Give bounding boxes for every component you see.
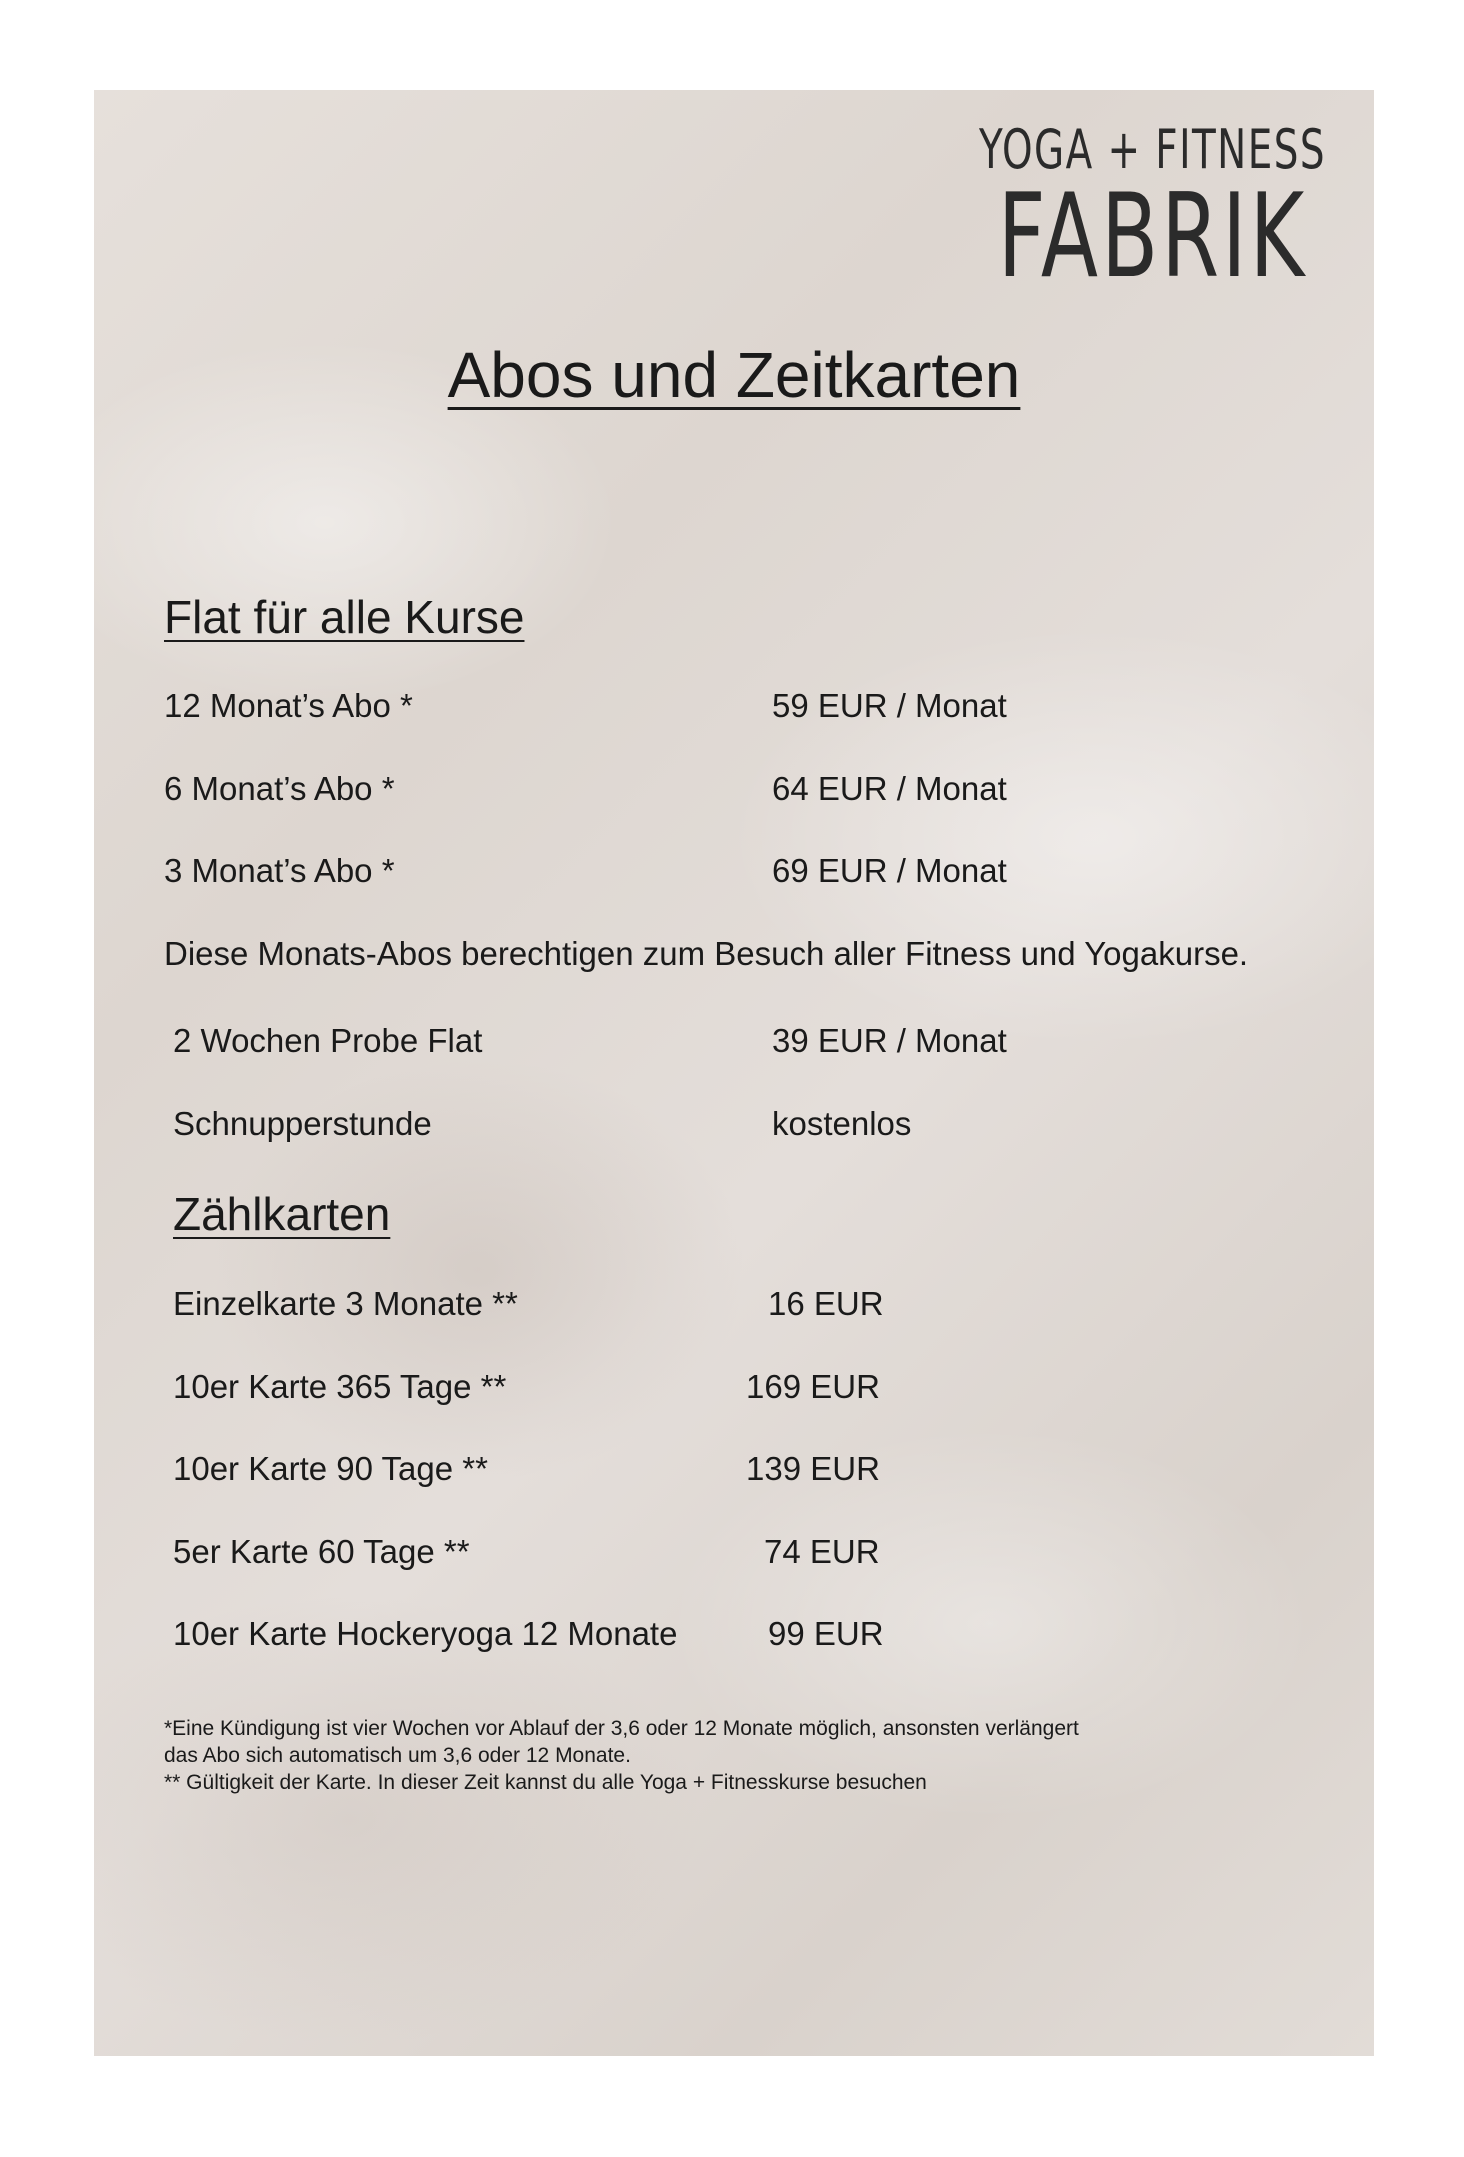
flat-extra-price: 39 EUR / Monat [772,1022,1007,1059]
footnote-line: *Eine Kündigung ist vier Wochen vor Ablauf der 3,6 oder 12 Monate möglich, ansonsten verlängert [164,1717,1079,1740]
flat-extra-price: kostenlos [772,1105,912,1142]
flat-item-label: 6 Monat’s Abo * [164,770,395,807]
zaehl-item-price: 99 EUR [768,1615,884,1652]
page-title-text: Abos und Zeitkarten [447,339,1021,411]
flat-item-price: 59 EUR / Monat [772,687,1007,724]
flat-item-price: 64 EUR / Monat [772,770,1007,807]
flat-item-price: 69 EUR / Monat [772,852,1007,889]
logo-top-line: YOGA + FITNESS [979,118,1326,181]
flat-extra-label: 2 Wochen Probe Flat [173,1022,483,1059]
price-sheet [94,90,1374,2056]
zaehl-item-label: 5er Karte 60 Tage ** [173,1533,470,1570]
footnote-line: das Abo sich automatisch um 3,6 oder 12 Monate. [164,1744,631,1767]
page-title [94,335,1374,415]
zaehl-item-label: Einzelkarte 3 Monate ** [173,1285,518,1322]
logo-bottom-line: FABRIK [997,169,1308,304]
footnote-line: ** Gültigkeit der Karte. In dieser Zeit kannst du alle Yoga + Fitnesskurse besuchen [164,1771,927,1794]
zaehl-heading: Zählkarten [173,1188,391,1240]
flat-description: Diese Monats-Abos berechtigen zum Besuch aller Fitness und Yogakurse. [164,935,1249,972]
flat-item-label: 3 Monat’s Abo * [164,852,395,889]
brand-logo [979,118,1326,304]
zaehl-item-price: 16 EUR [768,1285,884,1322]
zaehl-item-label: 10er Karte 90 Tage ** [173,1450,488,1487]
flat-extra-label: Schnupperstunde [173,1105,432,1142]
flat-item-label: 12 Monat’s Abo * [164,687,413,724]
zaehl-item-price: 169 EUR [746,1368,880,1405]
zaehl-item-price: 139 EUR [746,1450,880,1487]
footnotes [164,1715,1314,1796]
flat-heading: Flat für alle Kurse [164,591,525,643]
zaehl-item-label: 10er Karte 365 Tage ** [173,1368,507,1405]
zaehl-item-price: 74 EUR [764,1533,880,1570]
zaehl-item-label: 10er Karte Hockeryoga 12 Monate [173,1615,678,1652]
